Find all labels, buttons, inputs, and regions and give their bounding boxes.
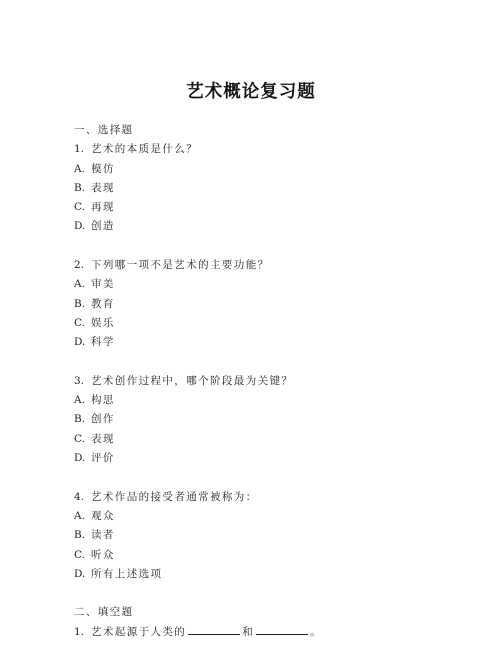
option-text: 构思 xyxy=(91,394,115,407)
option-text: 所有上述选项 xyxy=(91,567,163,580)
question-block-2 xyxy=(74,256,474,352)
option-item xyxy=(74,391,474,410)
question-number: 2. xyxy=(74,259,85,272)
option-item xyxy=(74,565,474,584)
document-body xyxy=(74,121,474,642)
option-letter: C. xyxy=(74,316,85,329)
document-title: 艺术概论复习题 xyxy=(186,82,316,102)
option-text: 教育 xyxy=(91,297,115,310)
option-text: 观众 xyxy=(91,509,115,522)
option-item xyxy=(74,410,474,429)
question-number: 3. xyxy=(74,374,85,387)
option-text: 科学 xyxy=(91,336,115,349)
option-item xyxy=(74,449,474,468)
option-item xyxy=(74,333,474,352)
answer-blank xyxy=(256,623,308,635)
option-letter: A. xyxy=(74,278,85,291)
question-stem: 艺术创作过程中，哪个阶段最为关键？ xyxy=(91,374,294,387)
option-item xyxy=(74,430,474,449)
option-text: 表现 xyxy=(91,181,115,194)
option-letter: D. xyxy=(74,220,86,233)
spacer xyxy=(74,468,474,487)
option-text: 读者 xyxy=(91,529,115,542)
spacer xyxy=(74,353,474,372)
option-letter: B. xyxy=(74,181,86,194)
option-text: 表现 xyxy=(91,432,115,445)
option-letter: D. xyxy=(74,567,86,580)
option-letter: C. xyxy=(74,548,85,561)
question-text xyxy=(74,140,474,159)
option-item xyxy=(74,526,474,545)
option-letter: C. xyxy=(74,432,85,445)
question-number: 1. xyxy=(74,143,85,156)
question-number: 1. xyxy=(74,625,85,638)
spacer xyxy=(74,584,474,603)
question-block-4 xyxy=(74,488,474,584)
option-text: 评价 xyxy=(91,452,115,465)
option-letter: D. xyxy=(74,336,86,349)
question-text xyxy=(74,256,474,275)
option-item xyxy=(74,179,474,198)
option-text: 创作 xyxy=(91,413,115,426)
fill-text-before: 艺术起源于人类的 xyxy=(91,625,187,638)
question-text xyxy=(74,488,474,507)
answer-blank xyxy=(188,623,240,635)
option-letter: B. xyxy=(74,529,86,542)
spacer xyxy=(74,237,474,256)
question-block-1 xyxy=(74,140,474,236)
option-text: 听众 xyxy=(91,548,115,561)
question-number: 4. xyxy=(74,490,85,503)
option-letter: B. xyxy=(74,297,86,310)
option-text: 审美 xyxy=(91,278,115,291)
section-heading-fill: 二、填空题 xyxy=(74,606,134,619)
option-letter: C. xyxy=(74,201,85,214)
option-letter: A. xyxy=(74,162,85,175)
option-letter: A. xyxy=(74,509,85,522)
section-heading-choice: 一、选择题 xyxy=(74,124,134,136)
option-item xyxy=(74,546,474,565)
fill-text-after: 。 xyxy=(310,625,323,638)
option-letter: B. xyxy=(74,413,86,426)
option-item xyxy=(74,275,474,294)
option-item xyxy=(74,295,474,314)
question-text xyxy=(74,372,474,391)
option-letter: D. xyxy=(74,452,86,465)
option-text: 再现 xyxy=(91,201,115,214)
option-item xyxy=(74,507,474,526)
option-text: 娱乐 xyxy=(91,316,115,329)
option-item xyxy=(74,160,474,179)
option-letter: A. xyxy=(74,394,85,407)
option-text: 模仿 xyxy=(91,162,115,175)
option-item xyxy=(74,314,474,333)
question-stem: 下列哪一项不是艺术的主要功能？ xyxy=(91,259,270,272)
fill-text-middle: 和 xyxy=(242,625,255,638)
option-item xyxy=(74,198,474,217)
option-text: 创造 xyxy=(91,220,115,233)
question-block-3 xyxy=(74,372,474,468)
question-stem: 艺术的本质是什么？ xyxy=(91,143,199,156)
question-stem: 艺术作品的接受者通常被称为： xyxy=(91,490,258,503)
fill-in-item xyxy=(74,623,474,642)
option-item xyxy=(74,217,474,236)
